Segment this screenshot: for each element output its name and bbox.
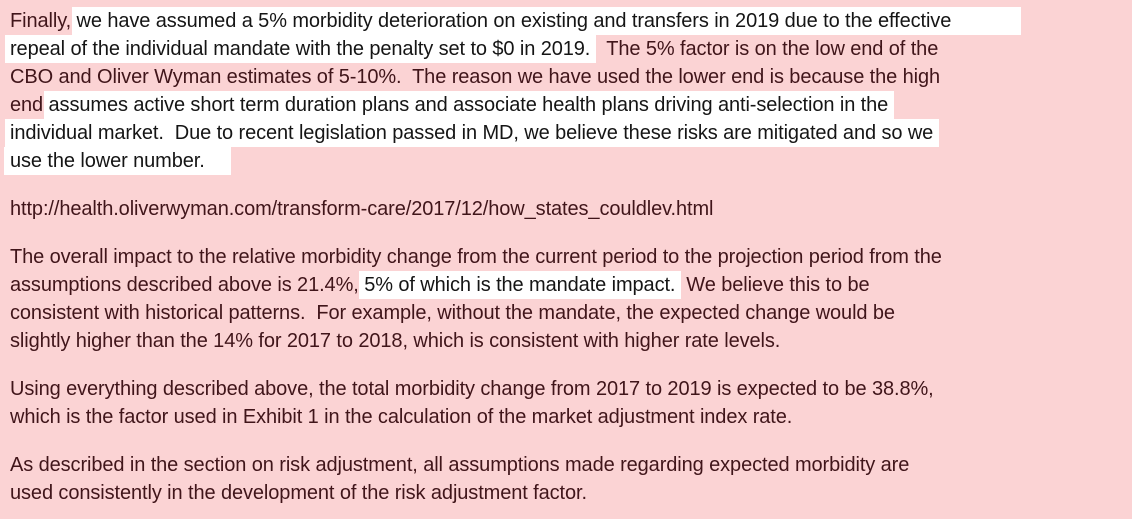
text-run: The overall impact to the relative morbidity change from the current period to the projection period from the [10, 246, 942, 268]
text-run: used consistently in the development of the risk adjustment factor. [10, 482, 587, 504]
highlighted-text: we have assumed a 5% morbidity deterioration on existing and transfers in 2019 due to the effective [77, 7, 952, 35]
text-run: which is the factor used in Exhibit 1 in the calculation of the market adjustment index rate. [10, 406, 793, 428]
text-run: CBO and Oliver Wyman estimates of 5-10%. The reason we have used the lower end is because the high [10, 66, 941, 88]
highlighted-text: assumes active short term duration plans and associate health plans driving anti-selection in the [49, 91, 889, 119]
highlighted-text: 5% of which is the mandate impact. [364, 271, 675, 299]
paragraph-morbidity-assumption [10, 7, 1132, 175]
paragraph-total-morbidity-change [10, 375, 1132, 431]
text-run: assumptions described above is 21.4%, [10, 274, 365, 296]
text-run: As described in the section on risk adjustment, all assumptions made regarding expected morbidity are [10, 454, 910, 476]
text-line [10, 7, 1132, 35]
text-line [10, 147, 1132, 175]
highlighted-text: repeal of the individual mandate with the penalty set to $0 in 2019. [10, 35, 590, 63]
text-line [10, 63, 1132, 91]
text-run: The 5% factor is on the low end of the [590, 38, 939, 60]
text-line [10, 403, 1132, 431]
text-line [10, 327, 1132, 355]
text-line [10, 271, 1132, 299]
text-line [10, 375, 1132, 403]
text-line [10, 451, 1132, 479]
highlighted-text: use the lower number. [10, 147, 205, 175]
paragraph-overall-impact [10, 243, 1132, 355]
text-run: Using everything described above, the total morbidity change from 2017 to 2019 is expected to be 38.8%, [10, 378, 934, 400]
text-run: slightly higher than the 14% for 2017 to 2018, which is consistent with higher rate levels. [10, 330, 781, 352]
text-line [10, 299, 1132, 327]
text-run: http://health.oliverwyman.com/transform-care/2017/12/how_states_couldlev.html [10, 198, 714, 220]
text-run: end [10, 94, 49, 116]
text-run: consistent with historical patterns. For example, without the mandate, the expected change would be [10, 302, 895, 324]
text-line [10, 243, 1132, 271]
text-run: We believe this to be [675, 274, 870, 296]
link-oliver-wyman-url [10, 195, 1132, 223]
text-line [10, 35, 1132, 63]
highlighted-text: individual market. Due to recent legislation passed in MD, we believe these risks are mitigated and so we [10, 119, 933, 147]
text-run: Finally, [10, 10, 77, 32]
text-line [10, 119, 1132, 147]
text-line [10, 479, 1132, 507]
text-line [10, 91, 1132, 119]
text-line [10, 195, 1132, 223]
paragraph-risk-adjustment [10, 451, 1132, 507]
